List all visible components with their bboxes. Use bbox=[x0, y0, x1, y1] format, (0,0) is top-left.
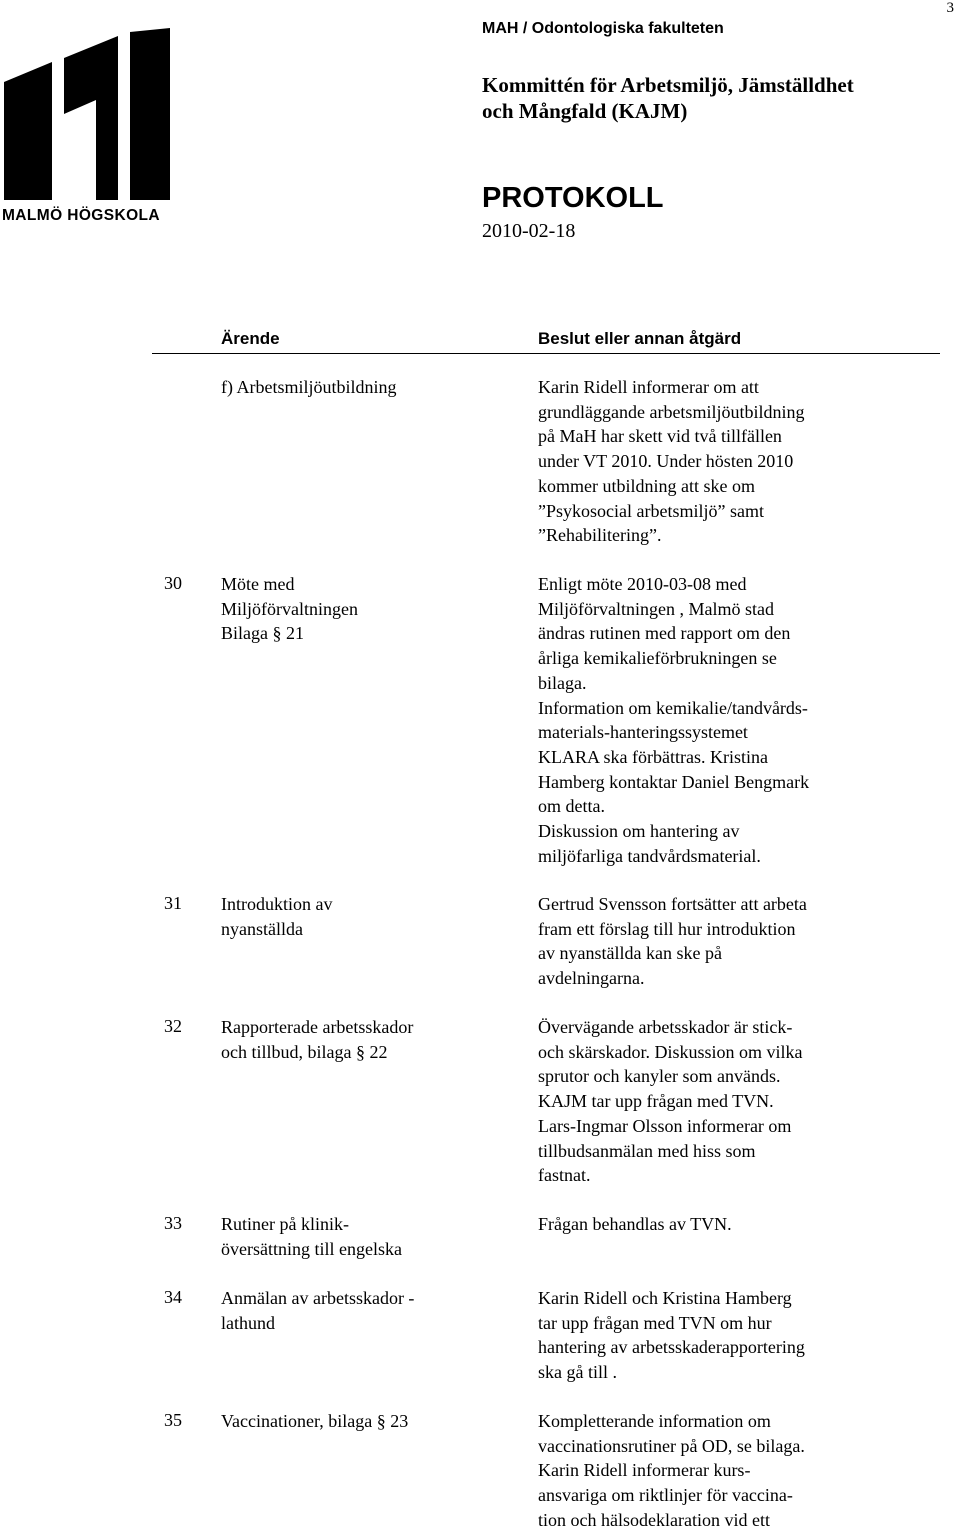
row-35-decision: Kompletterande information om vaccinationsrutiner på OD, se bilaga. Karin Ridell informerar kurs- ansvariga om riktlinjer för vaccina- tion och hälsodeklaration vid ett bbox=[538, 1411, 805, 1530]
row-35-number: 35 bbox=[164, 1410, 182, 1430]
row-30-number: 30 bbox=[164, 573, 182, 593]
document-date: 2010-02-18 bbox=[482, 220, 576, 242]
column-header-issue: Ärende bbox=[221, 329, 280, 348]
faculty-name: MAH / Odontologiska fakulteten bbox=[482, 20, 724, 37]
row-31-decision: Gertrud Svensson fortsätter att arbeta fram ett förslag till hur introduktion av nyanställda kan ske på avdelningarna. bbox=[538, 894, 807, 989]
committee-name bbox=[482, 72, 854, 124]
row-34-number: 34 bbox=[164, 1287, 182, 1307]
row-34-issue: Anmälan av arbetsskador - lathund bbox=[221, 1288, 415, 1333]
row-33-number: 33 bbox=[164, 1213, 182, 1233]
row-32-decision: Övervägande arbetsskador är stick- och skärskador. Diskussion om vilka sprutor och kanyler som används. KAJM tar upp frågan med TVN. Lars-Ingmar Olsson informerar om tillbudsanmälan med hiss som fastnat. bbox=[538, 1017, 803, 1186]
document-title: PROTOKOLL bbox=[482, 182, 664, 214]
row-32-number: 32 bbox=[164, 1016, 182, 1036]
page-number: 3 bbox=[946, 0, 954, 16]
row-31-issue: Introduktion av nyanställda bbox=[221, 894, 333, 939]
row-33-decision: Frågan behandlas av TVN. bbox=[538, 1214, 732, 1234]
row-30-decision: Enligt möte 2010-03-08 med Miljöförvaltningen , Malmö stad ändras rutinen med rapport om den årliga kemikalieförbrukningen se bilaga. Information om kemikalie/tandvårds- materials-hanteringssystemet KLARA ska förbättras. Kristina Hamberg kontaktar Daniel Bengmark om detta. Diskussion om hantering av miljöfarliga tandvårdsmaterial. bbox=[538, 574, 810, 866]
row-33-issue: Rutiner på klinik- översättning till engelska bbox=[221, 1214, 402, 1259]
row-30-issue: Möte med Miljöförvaltningen Bilaga § 21 bbox=[221, 574, 358, 644]
committee-line-2: och Mångfald (KAJM) bbox=[482, 99, 688, 123]
committee-line-1: Kommittén för Arbetsmiljö, Jämställdhet bbox=[482, 73, 854, 97]
header-rule bbox=[152, 353, 940, 354]
logo-wordmark: MALMÖ HÖGSKOLA bbox=[2, 207, 161, 224]
malmo-hogskola-logo-icon bbox=[0, 28, 172, 200]
row-31-number: 31 bbox=[164, 893, 182, 913]
row-34-decision: Karin Ridell och Kristina Hamberg tar upp frågan med TVN om hur hantering av arbetsskaderapportering ska gå till . bbox=[538, 1288, 805, 1383]
row-f-decision: Karin Ridell informerar om att grundläggande arbetsmiljöutbildning på MaH har skett vid två tillfällen under VT 2010. Under hösten 2010 kommer utbildning att ske om ”Psykosocial arbetsmiljö” samt ”Rehabilitering”. bbox=[538, 377, 805, 546]
row-f-issue: f) Arbetsmiljöutbildning bbox=[221, 377, 397, 397]
row-35-issue: Vaccinationer, bilaga § 23 bbox=[221, 1411, 409, 1431]
column-header-decision: Beslut eller annan åtgärd bbox=[538, 329, 742, 348]
row-32-issue: Rapporterade arbetsskador och tillbud, bilaga § 22 bbox=[221, 1017, 414, 1062]
